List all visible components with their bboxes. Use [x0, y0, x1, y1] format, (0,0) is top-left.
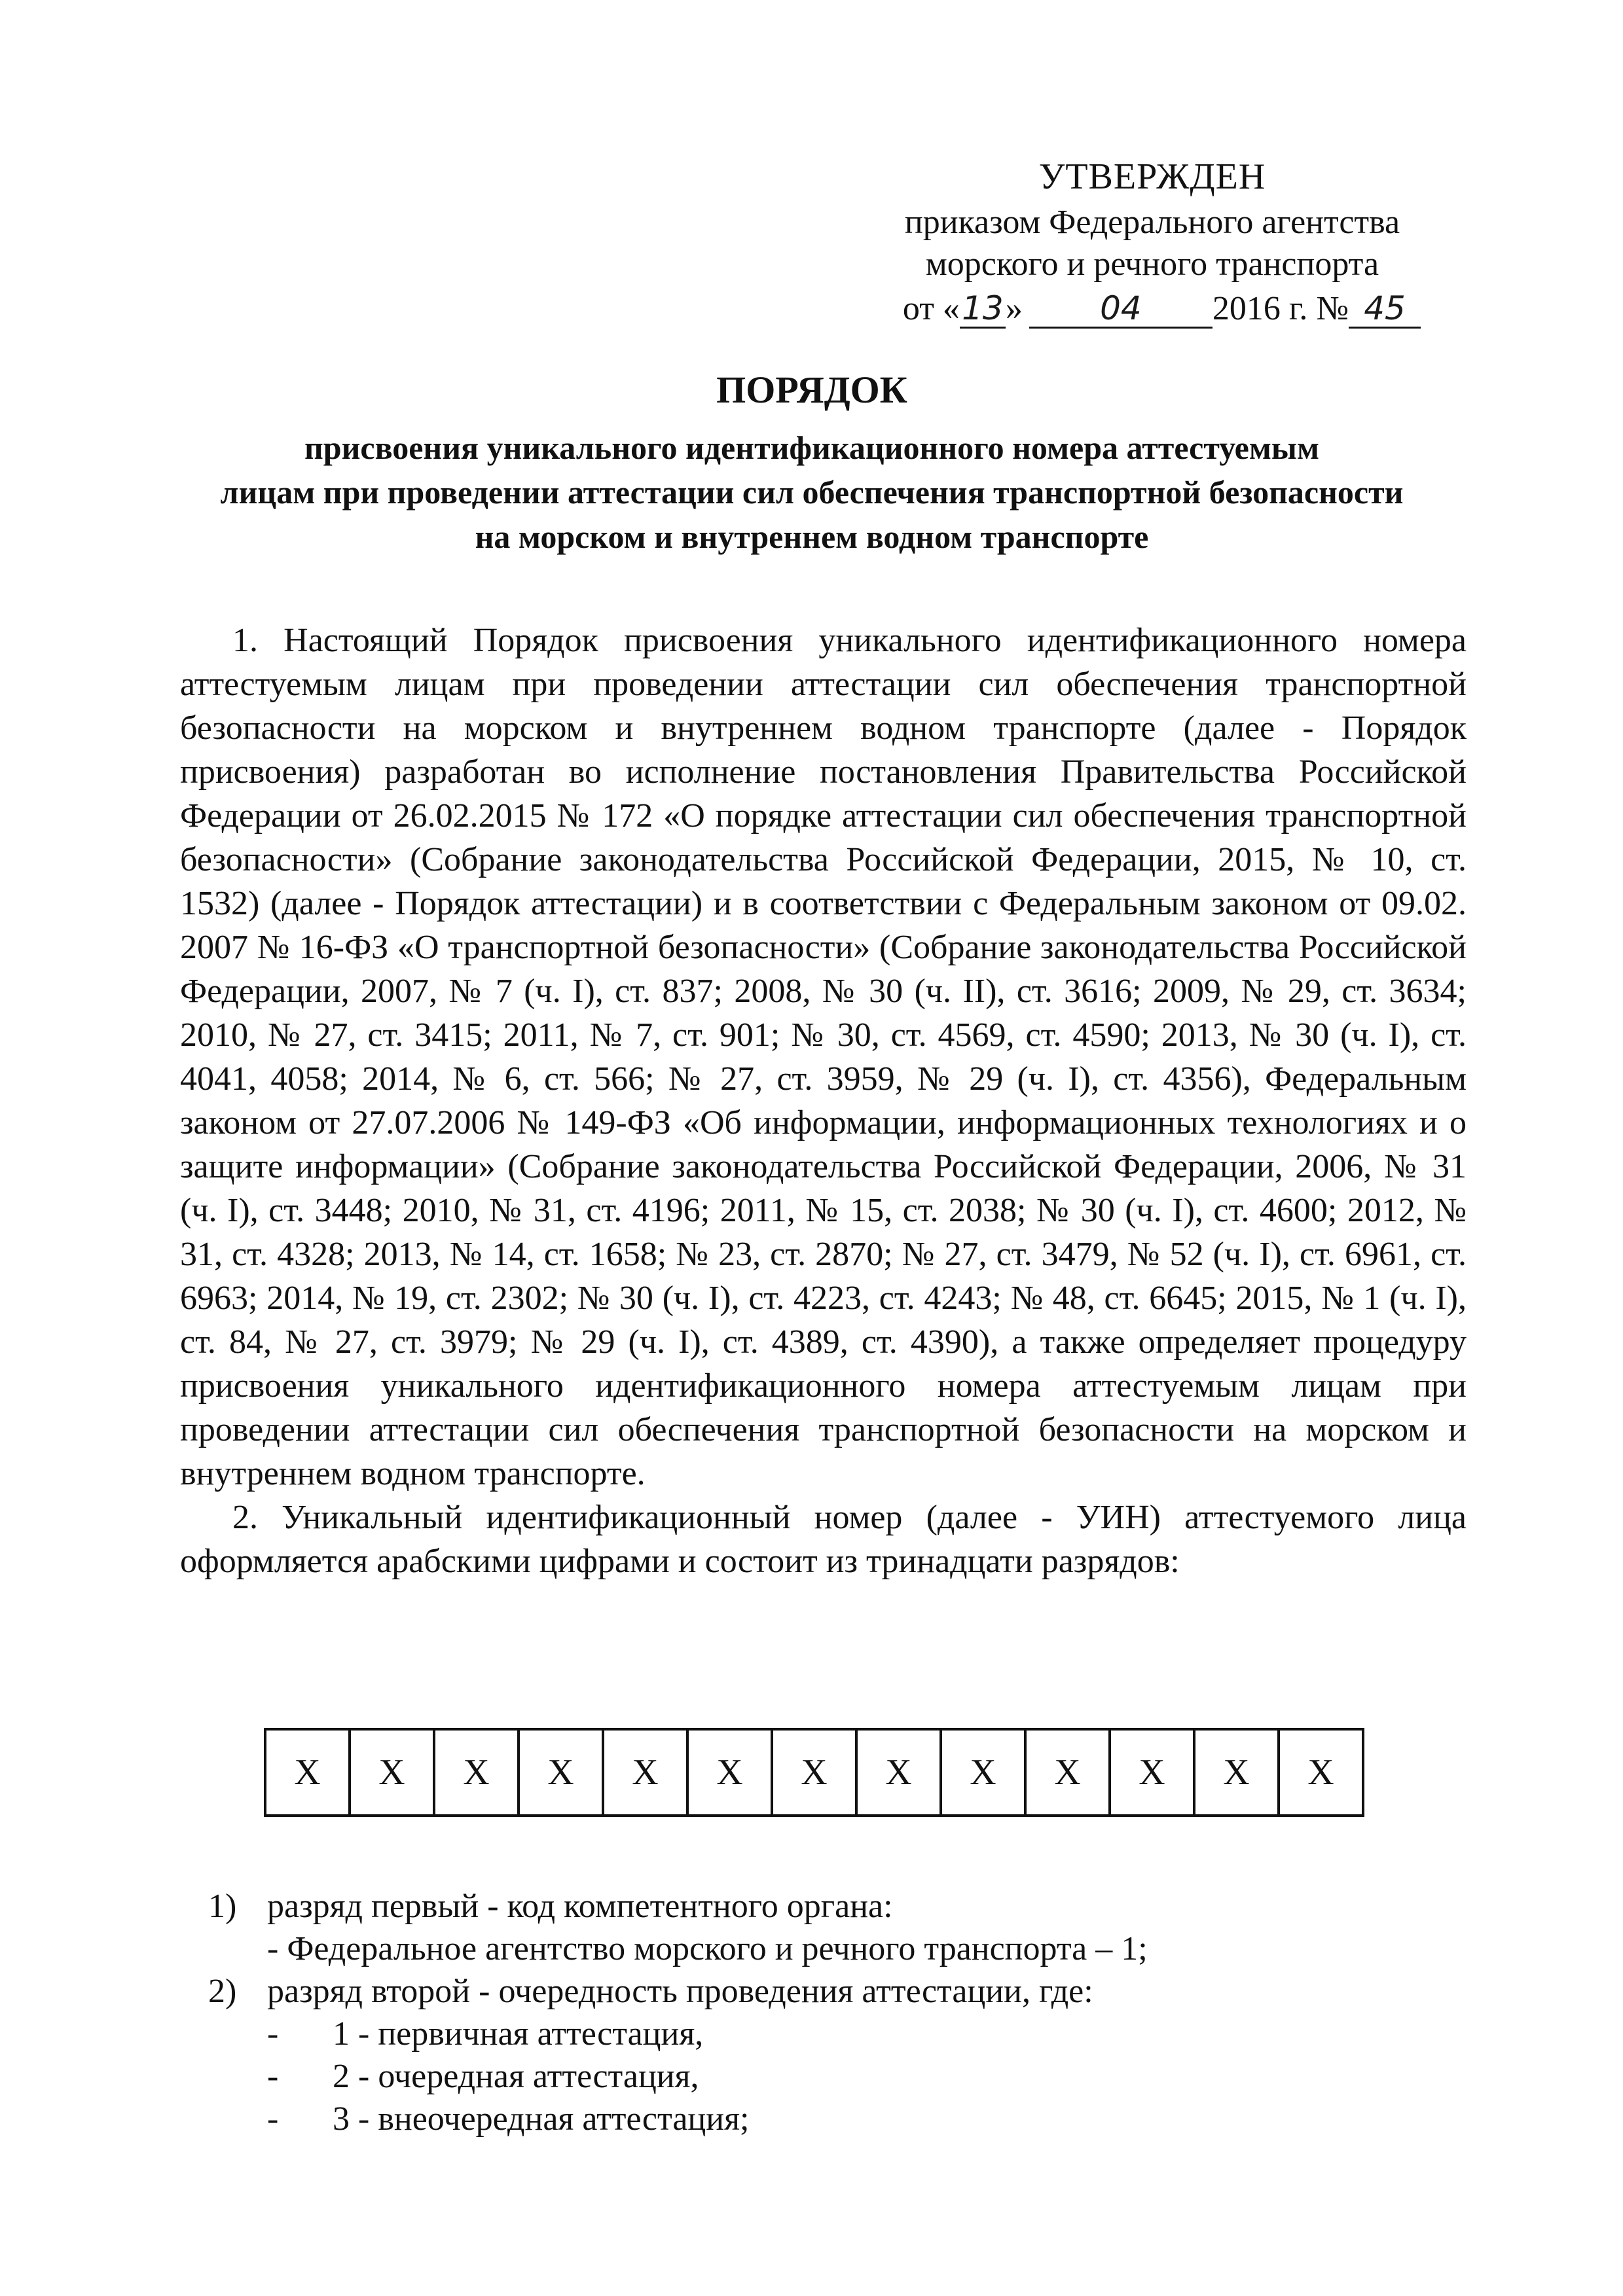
- date-prefix: от «: [902, 290, 960, 327]
- uin-row: [265, 1729, 1363, 1816]
- list-option: [208, 2055, 1452, 2098]
- uin-cell: Х: [1194, 1729, 1279, 1816]
- list-item-sub: - Федеральное агентство морского и речного транспорта – 1;: [267, 1930, 1148, 1967]
- uin-cell: Х: [856, 1729, 941, 1816]
- uin-cell: Х: [1110, 1729, 1194, 1816]
- list-item-text: разряд второй - очередность проведения аттестации, где:: [267, 1973, 1093, 2010]
- paragraph-1: 1. Настоящий Порядок присвоения уникального идентификационного номера аттестуемым лицам при проведении аттестации сил обеспечения транспортной безопасности на морском и внутреннем водном транспорте (далее - Порядок присвоения) разработан во исполнение постановления Правительства Российской Федерации от 26.02.2015 № 172 «О порядке аттестации сил обеспечения транспортной безопасности» (Собрание законодательства Российской Федерации, 2015, № 10, ст. 1532) (далее - Порядок аттестации) и в соответствии с Федеральным законом от 09.02. 2007 № 16-ФЗ «О транспортной безопасности» (Собрание законодательства Российской Федерации, 2007, № 7 (ч. I), ст. 837; 2008, № 30 (ч. II), ст. 3616; 2009, № 29, ст. 3634; 2010, № 27, ст. 3415; 2011, № 7, ст. 901; № 30, ст. 4569, ст. 4590; 2013, № 30 (ч. I), ст. 4041, 4058; 2014, № 6, ст. 566; № 27, ст. 3959, № 29 (ч. I), ст. 4356), Федеральным законом от 27.07.2006 № 149-ФЗ «Об информации, информационных технологиях и о защите информации» (Собрание законодательства Российской Федерации, 2006, № 31 (ч. I), ст. 3448; 2010, № 31, ст. 4196; 2011, № 15, ст. 2038; № 30 (ч. I), ст. 4600; 2012, № 31, ст. 4328; 2013, № 14, ст. 1658; № 23, ст. 2870; № 27, ст. 3479, № 52 (ч. I), ст. 6961, ст. 6963; 2014, № 19, ст. 2302; № 30 (ч. I), ст. 4223, ст. 4243; № 48, ст. 6645; 2015, № 1 (ч. I), ст. 84, № 27, ст. 3979; № 29 (ч. I), ст. 4389, ст. 4390), а также определяет процедуру присвоения уникального идентификационного номера аттестуемым лицам при проведении аттестации сил обеспечения транспортной безопасности на морском и внутреннем водном транспорте.: [180, 622, 1467, 1492]
- title-sub-line-3: на морском и внутреннем водном транспорте: [475, 518, 1149, 555]
- list-item-number: 1): [208, 1888, 237, 1925]
- list-option: [208, 2098, 1452, 2140]
- digit-list: [208, 1885, 1452, 2140]
- order-number: 45: [1349, 290, 1421, 329]
- list-option: [208, 2013, 1452, 2055]
- approval-block: [858, 156, 1447, 330]
- date-day: 13: [960, 290, 1006, 329]
- dash-marker: -: [267, 2100, 279, 2138]
- document-body: [180, 619, 1467, 1583]
- list-option-text: 2 - очередная аттестация,: [333, 2058, 699, 2095]
- uin-format-table: [264, 1728, 1364, 1817]
- uin-cell: Х: [941, 1729, 1025, 1816]
- dash-marker: -: [267, 2015, 279, 2053]
- list-item: [208, 1970, 1452, 2013]
- uin-cell: Х: [1279, 1729, 1363, 1816]
- document-title: [131, 367, 1493, 559]
- approval-line-1: приказом Федерального агентства: [904, 204, 1400, 241]
- dash-marker: -: [267, 2058, 279, 2095]
- uin-cell: Х: [265, 1729, 350, 1816]
- list-option-text: 1 - первичная аттестация,: [333, 2015, 704, 2053]
- uin-cell: Х: [350, 1729, 434, 1816]
- paragraph-2: 2. Уникальный идентификационный номер (далее - УИН) аттестуемого лица оформляется арабскими цифрами и состоит из тринадцати разрядов:: [180, 1499, 1467, 1580]
- list-item-number: 2): [208, 1973, 237, 2010]
- uin-cell: Х: [1025, 1729, 1110, 1816]
- list-item: [208, 1885, 1452, 1928]
- uin-cell: Х: [603, 1729, 687, 1816]
- list-item-text: разряд первый - код компетентного органа:: [267, 1888, 893, 1925]
- date-year: 2016 г. №: [1212, 290, 1349, 327]
- approval-line-2: морского и речного транспорта: [925, 245, 1379, 283]
- uin-cell: Х: [519, 1729, 603, 1816]
- list-option-text: 3 - внеочередная аттестация;: [333, 2100, 750, 2138]
- title-sub-line-2: лицам при проведении аттестации сил обеспечения транспортной безопасности: [220, 474, 1404, 511]
- date-mid: »: [1005, 290, 1023, 327]
- approval-date-line: [858, 288, 1447, 330]
- uin-cell: Х: [434, 1729, 519, 1816]
- approval-title: УТВЕРЖДЕН: [1038, 156, 1266, 197]
- date-month: 04: [1029, 290, 1213, 329]
- uin-cell: Х: [687, 1729, 772, 1816]
- title-main: ПОРЯДОК: [716, 368, 907, 411]
- title-sub-line-1: присвоения уникального идентификационного номера аттестуемым: [304, 429, 1320, 466]
- uin-cell: Х: [772, 1729, 856, 1816]
